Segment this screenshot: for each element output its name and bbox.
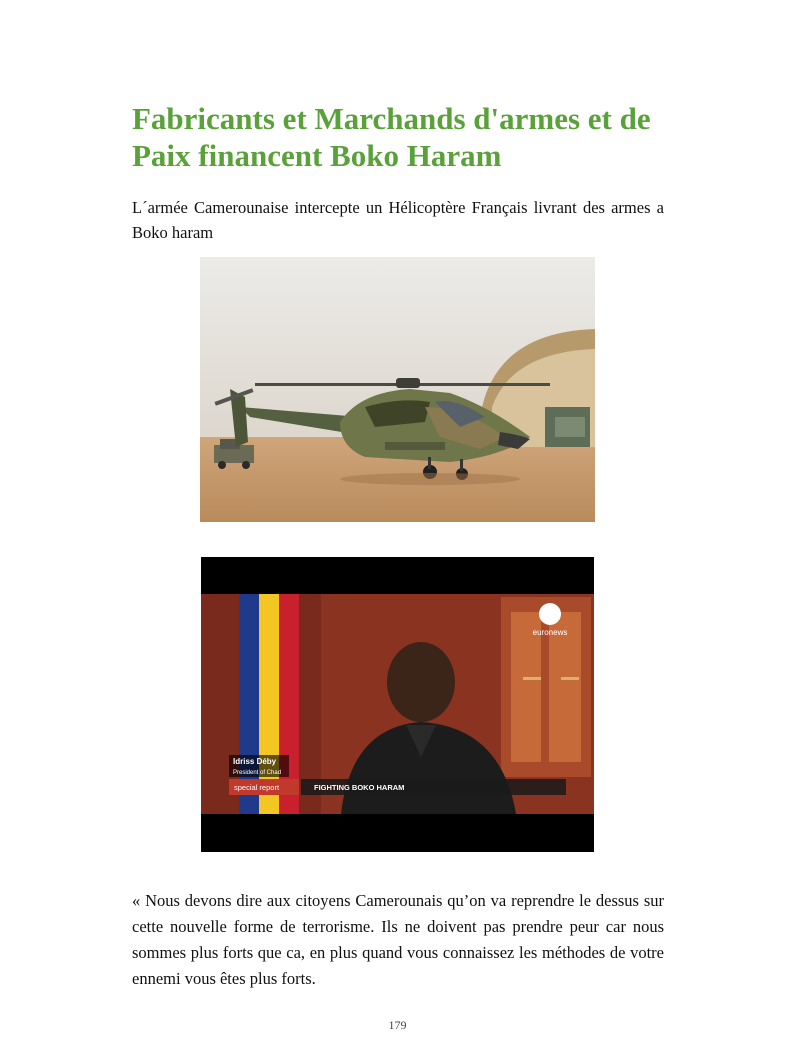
helicopter-photo — [200, 257, 595, 522]
news-broadcast-screenshot — [201, 557, 594, 852]
headline-caption: FIGHTING BOKO HARAM — [314, 783, 405, 792]
caption-name: Idriss Déby — [233, 757, 277, 766]
caption-role: President of Chad — [233, 770, 282, 776]
title-line-2: Paix financent Boko Haram — [132, 138, 502, 173]
title-line-1: Fabricants et Marchands d'armes et de — [132, 101, 651, 136]
page-title — [132, 100, 692, 174]
intro-paragraph: L´armée Camerounaise intercepte un Hélicoptère Français livrant des armes a Boko haram — [132, 198, 664, 242]
special-report-tag: special report — [234, 783, 280, 792]
page-number: 179 — [388, 1018, 407, 1032]
quote-paragraph: « Nous devons dire aux citoyens Camerounais qu’on va reprendre le dessus sur cette nouvelle forme de terrorisme. Ils ne doivent pas prendre peur car nous sommes plus forts que ca, en plus quand vous connaissez les méthodes de votre ennemi vous êtes plus forts. — [132, 891, 664, 988]
euronews-logo-text: euronews — [532, 628, 568, 637]
